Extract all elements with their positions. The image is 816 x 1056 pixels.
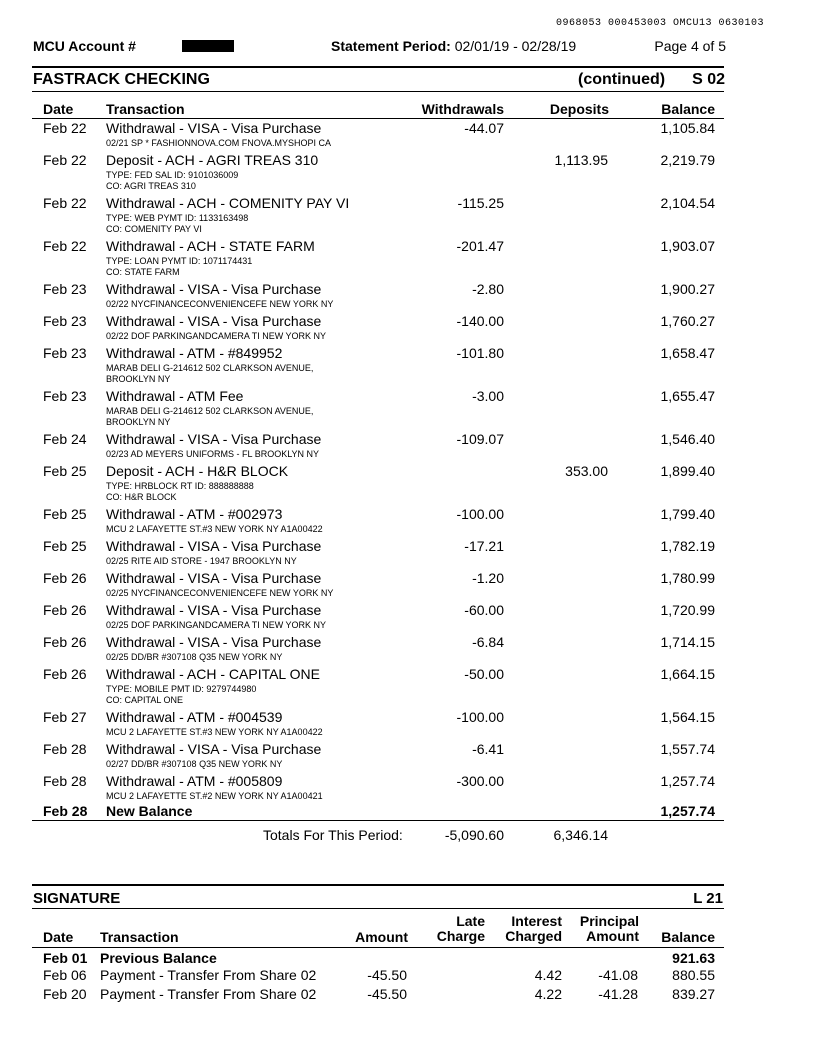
row-withdrawal: -2.80 (472, 281, 504, 297)
previous-balance-date: Feb 01 (43, 950, 88, 966)
row-balance: 1,546.40 (660, 431, 715, 447)
row-detail: MCU 2 LAFAYETTE ST.#2 NEW YORK NY A1A00421 (106, 791, 323, 801)
row-balance: 1,257.74 (660, 773, 715, 789)
col-date: Date (43, 101, 74, 117)
row-date: Feb 25 (43, 538, 87, 554)
row-date: Feb 24 (43, 431, 87, 447)
row-date: Feb 26 (43, 570, 87, 586)
row-detail: MARAB DELI G-214612 502 CLARKSON AVENUE, (106, 363, 314, 373)
redacted-account-number (182, 40, 234, 52)
section-rule (32, 884, 724, 886)
row-description: Withdrawal - ATM - #005809 (106, 773, 283, 789)
row-balance: 1,714.15 (660, 634, 715, 650)
row-description: Withdrawal - ACH - CAPITAL ONE (106, 666, 320, 682)
row-detail: CO: STATE FARM (106, 267, 180, 277)
new-balance-value: 1,257.74 (660, 803, 715, 819)
sig-col-late-line1: Late (456, 913, 485, 929)
row-withdrawal: -140.00 (456, 313, 504, 329)
row-detail: MCU 2 LAFAYETTE ST.#3 NEW YORK NY A1A00422 (106, 524, 323, 534)
statement-period-label: Statement Period: (331, 38, 451, 54)
row-date: Feb 26 (43, 602, 87, 618)
row-description: Withdrawal - VISA - Visa Purchase (106, 120, 322, 136)
col-transaction: Transaction (106, 101, 185, 117)
row-date: Feb 28 (43, 741, 87, 757)
row-withdrawal: -109.07 (456, 431, 504, 447)
row-withdrawal: -17.21 (464, 538, 504, 554)
row-date: Feb 22 (43, 152, 87, 168)
totals-deposits: 6,346.14 (553, 827, 608, 843)
row-date: Feb 28 (43, 773, 87, 789)
totals-label: Totals For This Period: (263, 827, 403, 843)
statement-period-value: 02/01/19 - 02/28/19 (454, 38, 577, 54)
signature-title: SIGNATURE (33, 890, 121, 907)
row-withdrawal: -6.84 (472, 634, 504, 650)
new-balance-date: Feb 28 (43, 803, 88, 819)
row-description: Withdrawal - VISA - Visa Purchase (106, 741, 322, 757)
row-detail: 02/22 NYCFINANCECONVENIENCEFE NEW YORK NY (106, 299, 334, 309)
row-withdrawal: -100.00 (456, 709, 504, 725)
row-date: Feb 26 (43, 634, 87, 650)
row-detail: MCU 2 LAFAYETTE ST.#3 NEW YORK NY A1A00422 (106, 727, 323, 737)
row-balance: 1,903.07 (660, 238, 715, 254)
checking-code: S 02 (692, 71, 725, 88)
row-withdrawal: -300.00 (456, 773, 504, 789)
row-principal: -41.28 (598, 986, 638, 1002)
row-balance: 2,104.54 (660, 195, 715, 211)
new-balance-rule (32, 820, 724, 821)
previous-balance-value: 921.63 (672, 950, 715, 966)
row-interest: 4.22 (534, 986, 562, 1002)
totals-withdrawals: -5,090.60 (444, 827, 504, 843)
sig-col-late-charge (437, 914, 485, 944)
row-balance: 1,782.19 (660, 538, 715, 554)
row-detail: MARAB DELI G-214612 502 CLARKSON AVENUE, (106, 406, 314, 416)
row-balance: 1,899.40 (660, 463, 715, 479)
row-balance: 1,658.47 (660, 345, 715, 361)
row-withdrawal: -101.80 (456, 345, 504, 361)
checking-continued: (continued) (578, 71, 666, 88)
row-description: Withdrawal - VISA - Visa Purchase (106, 634, 322, 650)
section-rule (32, 66, 724, 68)
row-balance: 1,799.40 (660, 506, 715, 522)
sig-col-interest-charged (505, 914, 562, 944)
row-balance: 2,219.79 (660, 152, 715, 168)
sig-col-date: Date (43, 929, 74, 945)
row-balance: 1,564.15 (660, 709, 715, 725)
row-balance: 1,760.27 (660, 313, 715, 329)
row-balance: 880.55 (672, 967, 715, 983)
account-label: MCU Account # (33, 38, 136, 54)
row-interest: 4.42 (534, 967, 562, 983)
checking-title: FASTRACK CHECKING (33, 71, 210, 88)
sig-col-balance: Balance (661, 929, 715, 945)
row-date: Feb 26 (43, 666, 87, 682)
row-detail: CO: COMENITY PAY VI (106, 224, 202, 234)
sig-col-principal-line1: Principal (579, 913, 639, 929)
row-description: Withdrawal - VISA - Visa Purchase (106, 602, 322, 618)
row-detail: BROOKLYN NY (106, 417, 171, 427)
row-date: Feb 22 (43, 120, 87, 136)
row-date: Feb 23 (43, 281, 87, 297)
row-balance: 1,780.99 (660, 570, 715, 586)
section-rule (32, 91, 724, 92)
row-date: Feb 23 (43, 313, 87, 329)
sig-col-late-line2: Charge (436, 928, 485, 944)
new-balance-label: New Balance (106, 803, 193, 819)
row-description: Withdrawal - ATM Fee (106, 388, 244, 404)
row-amount: -45.50 (367, 967, 407, 983)
row-detail: 02/25 DD/BR #307108 Q35 NEW YORK NY (106, 652, 283, 662)
row-balance: 839.27 (672, 986, 715, 1002)
row-withdrawal: -50.00 (464, 666, 504, 682)
row-detail: 02/21 SP * FASHIONNOVA.COM FNOVA.MYSHOPI CA (106, 138, 332, 148)
col-withdrawals: Withdrawals (421, 101, 504, 117)
row-principal: -41.08 (598, 967, 638, 983)
row-description: Withdrawal - ACH - COMENITY PAY VI (106, 195, 350, 211)
row-detail: CO: CAPITAL ONE (106, 695, 184, 705)
row-description: Payment - Transfer From Share 02 (100, 967, 317, 983)
row-deposit: 1,113.95 (554, 152, 608, 168)
header-rule (32, 947, 724, 948)
row-description: Withdrawal - VISA - Visa Purchase (106, 538, 322, 554)
row-deposit: 353.00 (565, 463, 608, 479)
sig-col-principal-amount (580, 914, 639, 944)
row-withdrawal: -6.41 (472, 741, 504, 757)
row-detail: CO: AGRI TREAS 310 (106, 181, 196, 191)
row-detail: CO: H&R BLOCK (106, 492, 177, 502)
row-date: Feb 25 (43, 463, 87, 479)
row-detail: 02/25 RITE AID STORE - 1947 BROOKLYN NY (106, 556, 297, 566)
row-balance: 1,557.74 (660, 741, 715, 757)
row-date: Feb 23 (43, 388, 87, 404)
row-withdrawal: -44.07 (464, 120, 504, 136)
signature-code: L 21 (693, 890, 723, 907)
row-amount: -45.50 (367, 986, 407, 1002)
statement-period (331, 38, 576, 54)
row-balance: 1,655.47 (660, 388, 715, 404)
row-description: Deposit - ACH - H&R BLOCK (106, 463, 289, 479)
sig-col-interest-line2: Charged (505, 928, 562, 944)
row-withdrawal: -201.47 (456, 238, 504, 254)
row-description: Withdrawal - VISA - Visa Purchase (106, 313, 322, 329)
row-detail: TYPE: FED SAL ID: 9101036009 (106, 170, 239, 180)
page-number: Page 4 of 5 (654, 38, 726, 54)
row-detail: TYPE: MOBILE PMT ID: 9279744980 (106, 684, 257, 694)
row-description: Withdrawal - ATM - #002973 (106, 506, 283, 522)
row-description: Withdrawal - VISA - Visa Purchase (106, 431, 322, 447)
row-balance: 1,664.15 (660, 666, 715, 682)
row-description: Withdrawal - VISA - Visa Purchase (106, 570, 322, 586)
row-date: Feb 27 (43, 709, 87, 725)
previous-balance-label: Previous Balance (100, 950, 217, 966)
section-rule (32, 908, 724, 909)
document-code-line: 0968053 000453003 OMCU13 0630103 (555, 18, 764, 29)
row-date: Feb 25 (43, 506, 87, 522)
sig-col-interest-line1: Interest (511, 913, 562, 929)
row-date: Feb 20 (43, 986, 87, 1002)
sig-col-amount: Amount (355, 929, 408, 945)
row-description: Withdrawal - ATM - #849952 (106, 345, 283, 361)
row-detail: 02/23 AD MEYERS UNIFORMS - FL BROOKLYN NY (106, 449, 320, 459)
row-withdrawal: -100.00 (456, 506, 504, 522)
row-detail: TYPE: LOAN PYMT ID: 1071174431 (106, 256, 253, 266)
row-detail: 02/22 DOF PARKINGANDCAMERA TI NEW YORK NY (106, 331, 327, 341)
row-detail: TYPE: HRBLOCK RT ID: 888888888 (106, 481, 254, 491)
col-deposits: Deposits (549, 101, 609, 117)
row-withdrawal: -115.25 (457, 195, 504, 211)
row-detail: 02/27 DD/BR #307108 Q35 NEW YORK NY (106, 759, 283, 769)
row-detail: 02/25 DOF PARKINGANDCAMERA TI NEW YORK NY (106, 620, 327, 630)
row-date: Feb 06 (43, 967, 87, 983)
col-balance: Balance (661, 101, 715, 117)
row-detail: TYPE: WEB PYMT ID: 1133163498 (106, 213, 249, 223)
row-withdrawal: -1.20 (472, 570, 504, 586)
row-withdrawal: -60.00 (464, 602, 504, 618)
sig-col-transaction: Transaction (100, 929, 179, 945)
row-detail: 02/25 NYCFINANCECONVENIENCEFE NEW YORK NY (106, 588, 334, 598)
row-description: Withdrawal - ACH - STATE FARM (106, 238, 315, 254)
sig-col-principal-line2: Amount (586, 928, 639, 944)
row-withdrawal: -3.00 (472, 388, 504, 404)
row-description: Payment - Transfer From Share 02 (100, 986, 317, 1002)
row-date: Feb 22 (43, 238, 87, 254)
row-balance: 1,720.99 (660, 602, 715, 618)
row-balance: 1,105.84 (660, 120, 715, 136)
row-description: Withdrawal - VISA - Visa Purchase (106, 281, 322, 297)
row-balance: 1,900.27 (660, 281, 715, 297)
row-date: Feb 23 (43, 345, 87, 361)
row-detail: BROOKLYN NY (106, 374, 171, 384)
row-date: Feb 22 (43, 195, 87, 211)
row-description: Deposit - ACH - AGRI TREAS 310 (106, 152, 319, 168)
header-rule (32, 118, 724, 119)
row-description: Withdrawal - ATM - #004539 (106, 709, 283, 725)
